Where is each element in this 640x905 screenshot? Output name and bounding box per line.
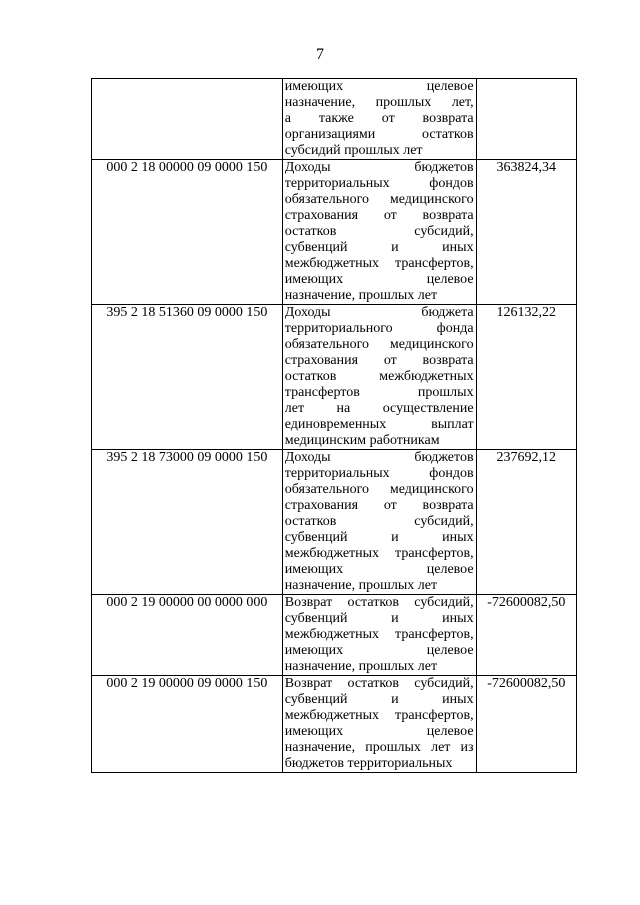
table-row bbox=[92, 450, 577, 595]
description-line: Доходы бюджетов bbox=[284, 160, 474, 175]
amount-cell: -72600082,50 bbox=[476, 595, 576, 676]
description-line: имеющих целевое bbox=[284, 643, 474, 658]
description-cell bbox=[282, 79, 476, 160]
budget-code-cell: 000 2 18 00000 09 0000 150 bbox=[92, 160, 283, 305]
description-cell bbox=[282, 450, 476, 595]
description-cell bbox=[282, 160, 476, 305]
description-line: страхования от возврата bbox=[284, 498, 474, 513]
description-line: обязательного медицинского bbox=[284, 337, 474, 352]
table-row bbox=[92, 79, 577, 160]
description-line: а также от возврата bbox=[284, 111, 474, 126]
description-line: назначение, прошлых лет, bbox=[284, 95, 474, 110]
amount-cell: 126132,22 bbox=[476, 305, 576, 450]
description-line: назначение, прошлых лет bbox=[284, 288, 438, 303]
table-row bbox=[92, 160, 577, 305]
page-number: 7 bbox=[316, 46, 324, 63]
description-line: имеющих целевое bbox=[284, 79, 474, 94]
description-line: Возврат остатков субсидий, bbox=[284, 595, 474, 610]
description-line: субвенций и иных bbox=[284, 692, 474, 707]
description-line: межбюджетных трансфертов, bbox=[284, 627, 474, 642]
amount-cell: -72600082,50 bbox=[476, 676, 576, 773]
description-line: назначение, прошлых лет из bbox=[284, 740, 474, 755]
budget-code-cell: 395 2 18 73000 09 0000 150 bbox=[92, 450, 283, 595]
description-line: остатков субсидий, bbox=[284, 514, 474, 529]
description-line: межбюджетных трансфертов, bbox=[284, 708, 474, 723]
description-cell bbox=[282, 676, 476, 773]
description-line: назначение, прошлых лет bbox=[284, 578, 438, 593]
description-line: территориальных фондов bbox=[284, 466, 474, 481]
description-line: субвенций и иных bbox=[284, 530, 474, 545]
budget-code-cell: 000 2 19 00000 09 0000 150 bbox=[92, 676, 283, 773]
description-cell bbox=[282, 305, 476, 450]
budget-code-cell bbox=[92, 79, 283, 160]
description-line: имеющих целевое bbox=[284, 562, 474, 577]
description-line: назначение, прошлых лет bbox=[284, 659, 438, 674]
table-row bbox=[92, 595, 577, 676]
description-line: медицинским работникам bbox=[284, 433, 440, 448]
table-row bbox=[92, 305, 577, 450]
description-cell bbox=[282, 595, 476, 676]
budget-table bbox=[91, 78, 577, 773]
description-line: Доходы бюджетов bbox=[284, 450, 474, 465]
description-line: территориального фонда bbox=[284, 321, 474, 336]
description-line: межбюджетных трансфертов, bbox=[284, 546, 474, 561]
description-line: Возврат остатков субсидий, bbox=[284, 676, 474, 691]
description-line: имеющих целевое bbox=[284, 724, 474, 739]
description-line: обязательного медицинского bbox=[284, 192, 474, 207]
description-line: остатков субсидий, bbox=[284, 224, 474, 239]
description-line: субсидий прошлых лет bbox=[284, 143, 423, 158]
description-line: межбюджетных трансфертов, bbox=[284, 256, 474, 271]
description-line: субвенций и иных bbox=[284, 611, 474, 626]
budget-code-cell: 395 2 18 51360 09 0000 150 bbox=[92, 305, 283, 450]
amount-cell bbox=[476, 79, 576, 160]
amount-cell: 237692,12 bbox=[476, 450, 576, 595]
description-line: остатков межбюджетных bbox=[284, 369, 474, 384]
description-line: обязательного медицинского bbox=[284, 482, 474, 497]
budget-code-cell: 000 2 19 00000 00 0000 000 bbox=[92, 595, 283, 676]
description-line: организациями остатков bbox=[284, 127, 474, 142]
description-line: имеющих целевое bbox=[284, 272, 474, 287]
budget-table-body bbox=[92, 79, 577, 773]
description-line: страхования от возврата bbox=[284, 208, 474, 223]
description-line: страхования от возврата bbox=[284, 353, 474, 368]
table-row bbox=[92, 676, 577, 773]
description-line: лет на осуществление bbox=[284, 401, 474, 416]
description-line: трансфертов прошлых bbox=[284, 385, 474, 400]
description-line: территориальных фондов bbox=[284, 176, 474, 191]
description-line: бюджетов территориальных bbox=[284, 756, 453, 771]
description-line: субвенций и иных bbox=[284, 240, 474, 255]
amount-cell: 363824,34 bbox=[476, 160, 576, 305]
description-line: Доходы бюджета bbox=[284, 305, 474, 320]
description-line: единовременных выплат bbox=[284, 417, 474, 432]
